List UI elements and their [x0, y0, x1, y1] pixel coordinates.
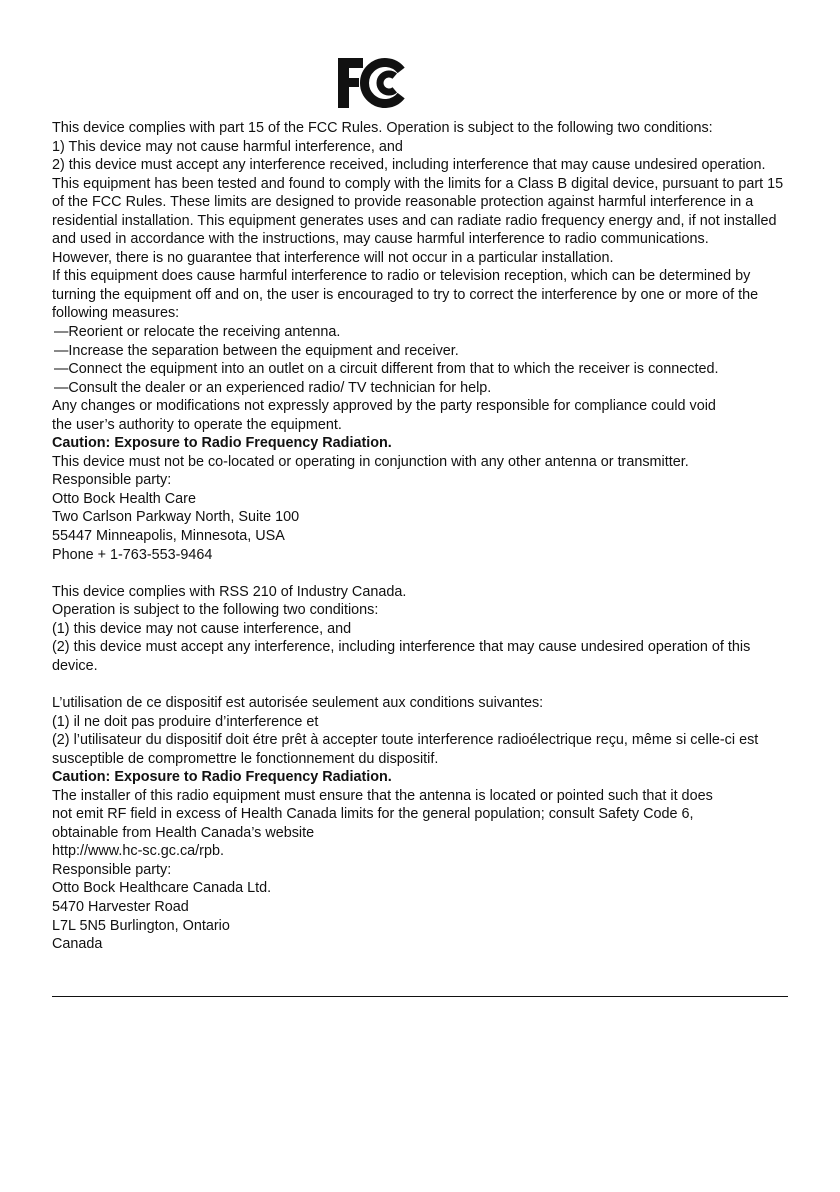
paragraph-spacer [52, 564, 812, 583]
industry-canada-statement-fr [52, 694, 812, 768]
fcc-line: of the FCC Rules. These limits are designed to provide reasonable protection against harmful interference in a [52, 194, 754, 211]
responsible-party-label: Responsible party: [52, 472, 172, 489]
changes-line: the user’s authority to operate the equipment. [52, 416, 342, 433]
fcc-logo [337, 57, 411, 109]
caution-line: The installer of this radio equipment must ensure that the antenna is located or pointed such that it does [52, 787, 713, 804]
fcc-line: turning the equipment off and on, the user is encouraged to try to correct the interference by one or more of the [52, 286, 759, 303]
fcc-line: following measures: [52, 305, 180, 322]
responsible-party-address: L7L 5N5 Burlington, Ontario [52, 917, 230, 934]
ic-fr-line: susceptible de compromettre le fonctionnement du dispositif. [52, 750, 439, 767]
ic-fr-condition-2: (2) l’utilisateur du dispositif doit étre prêt à accepter toute interference radioélectrique reçu, même si celle-ci est [52, 732, 759, 749]
ic-line: Operation is subject to the following two conditions: [52, 602, 379, 619]
fcc-condition-1: 1) This device may not cause harmful interference, and [52, 138, 403, 155]
changes-line: Any changes or modifications not expressly approved by the party responsible for compliance could void [52, 398, 716, 415]
responsible-party-address: 5470 Harvester Road [52, 898, 189, 915]
responsible-party-address: Two Carlson Parkway North, Suite 100 [52, 509, 300, 526]
fcc-caution-text: This device must not be co-located or operating in conjunction with any other antenna or transmitter. [52, 453, 689, 470]
compliance-text [52, 119, 812, 954]
fcc-line: This device complies with part 15 of the FCC Rules. Operation is subject to the following two conditions: [52, 120, 713, 136]
fcc-line: This equipment has been tested and found to comply with the limits for a Class B digital device, pursuant to part 15 [52, 175, 784, 192]
ic-fr-line: L’utilisation de ce dispositif est autorisée seulement aux conditions suivantes: [52, 694, 544, 711]
health-canada-url: http://www.hc-sc.gc.ca/rpb. [52, 843, 224, 860]
fcc-line: However, there is no guarantee that interference will not occur in a particular installation. [52, 249, 614, 266]
fcc-statement [52, 119, 812, 323]
fcc-condition-2: 2) this device must accept any interference received, including interference that may cause undesired operation. [52, 157, 766, 174]
measure-item: —Consult the dealer or an experienced radio/ TV technician for help. [54, 379, 492, 396]
caution-line: not emit RF field in excess of Health Canada limits for the general population; consult Safety Code 6, [52, 806, 694, 823]
ic-fr-condition-1: (1) il ne doit pas produire d’interference et [52, 713, 319, 730]
responsible-party-name: Otto Bock Health Care [52, 490, 196, 507]
paragraph-spacer [52, 675, 812, 694]
canada-responsible-party [52, 861, 812, 954]
fcc-line: If this equipment does cause harmful interference to radio or television reception, which can be determined by [52, 268, 751, 285]
fcc-changes-notice [52, 397, 812, 434]
fcc-responsible-party [52, 471, 812, 564]
ic-line: device. [52, 657, 98, 674]
industry-canada-statement [52, 583, 812, 676]
fcc-logo-icon [337, 57, 411, 109]
responsible-party-country: Canada [52, 936, 103, 953]
fcc-measures-list [52, 323, 812, 397]
ic-condition-2: (2) this device must accept any interference, including interference that may cause undesired operation of this [52, 639, 751, 656]
measure-item: —Increase the separation between the equipment and receiver. [54, 342, 459, 359]
responsible-party-name: Otto Bock Healthcare Canada Ltd. [52, 880, 272, 897]
responsible-party-phone: Phone + 1-763-553-9464 [52, 546, 213, 563]
measure-item: —Connect the equipment into an outlet on a circuit different from that to which the receiver is connected. [54, 361, 719, 378]
responsible-party-label: Responsible party: [52, 861, 172, 878]
canada-caution-text [52, 787, 812, 861]
ic-condition-1: (1) this device may not cause interference, and [52, 620, 352, 637]
fcc-line: and used in accordance with the instructions, may cause harmful interference to radio communications. [52, 231, 709, 248]
fcc-caution-heading: Caution: Exposure to Radio Frequency Radiation. [52, 435, 392, 452]
ic-line: This device complies with RSS 210 of Industry Canada. [52, 583, 407, 600]
measure-item: —Reorient or relocate the receiving antenna. [54, 324, 341, 341]
fcc-line: residential installation. This equipment generates uses and can radiate radio frequency energy and, if not installed [52, 212, 777, 229]
responsible-party-address: 55447 Minneapolis, Minnesota, USA [52, 528, 285, 545]
footer-rule [52, 996, 788, 997]
caution-line: obtainable from Health Canada’s website [52, 824, 315, 841]
canada-caution-heading: Caution: Exposure to Radio Frequency Radiation. [52, 769, 392, 786]
